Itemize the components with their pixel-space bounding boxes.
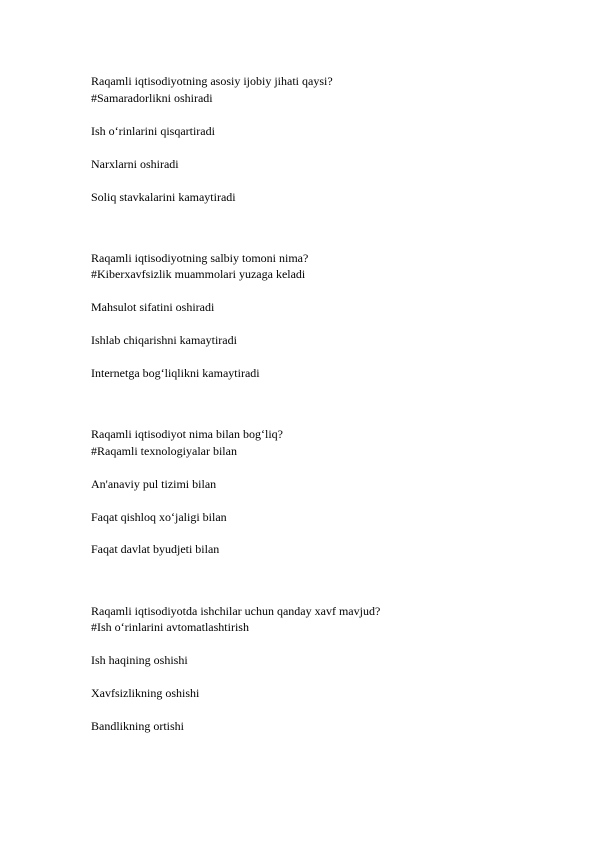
correct-answer: #Raqamli texnologiyalar bilan xyxy=(91,444,237,458)
answer-option: Ishlab chiqarishni kamaytiradi xyxy=(91,333,237,347)
question-text: Raqamli iqtisodiyotda ishchilar uchun qanday xavf mavjud? xyxy=(91,604,381,618)
correct-answer: #Kiberxavfsizlik muammolari yuzaga keladi xyxy=(91,267,306,281)
answer-option: Soliq stavkalarini kamaytiradi xyxy=(91,190,236,204)
correct-answer: #Ish o‘rinlarini avtomatlashtirish xyxy=(91,620,249,634)
answer-option: Internetga bog‘liqlikni kamaytiradi xyxy=(91,366,260,380)
question-text: Raqamli iqtisodiyotning salbiy tomoni nima? xyxy=(91,251,309,265)
answer-option: Ish haqining oshishi xyxy=(91,653,188,667)
correct-answer: #Samaradorlikni oshiradi xyxy=(91,91,213,105)
answer-option: Bandlikning ortishi xyxy=(91,719,184,733)
answer-option: Xavfsizlikning oshishi xyxy=(91,686,200,700)
answer-option: Ish o‘rinlarini qisqartiradi xyxy=(91,124,215,138)
answer-option: Narxlarni oshiradi xyxy=(91,157,179,171)
question-text: Raqamli iqtisodiyotning asosiy ijobiy jihati qaysi? xyxy=(91,74,333,88)
answer-option: Faqat qishloq xo‘jaligi bilan xyxy=(91,510,227,524)
answer-option: An'anaviy pul tizimi bilan xyxy=(91,477,217,491)
answer-option: Faqat davlat byudjeti bilan xyxy=(91,542,220,556)
question-text: Raqamli iqtisodiyot nima bilan bog‘liq? xyxy=(91,427,283,441)
answer-option: Mahsulot sifatini oshiradi xyxy=(91,300,215,314)
